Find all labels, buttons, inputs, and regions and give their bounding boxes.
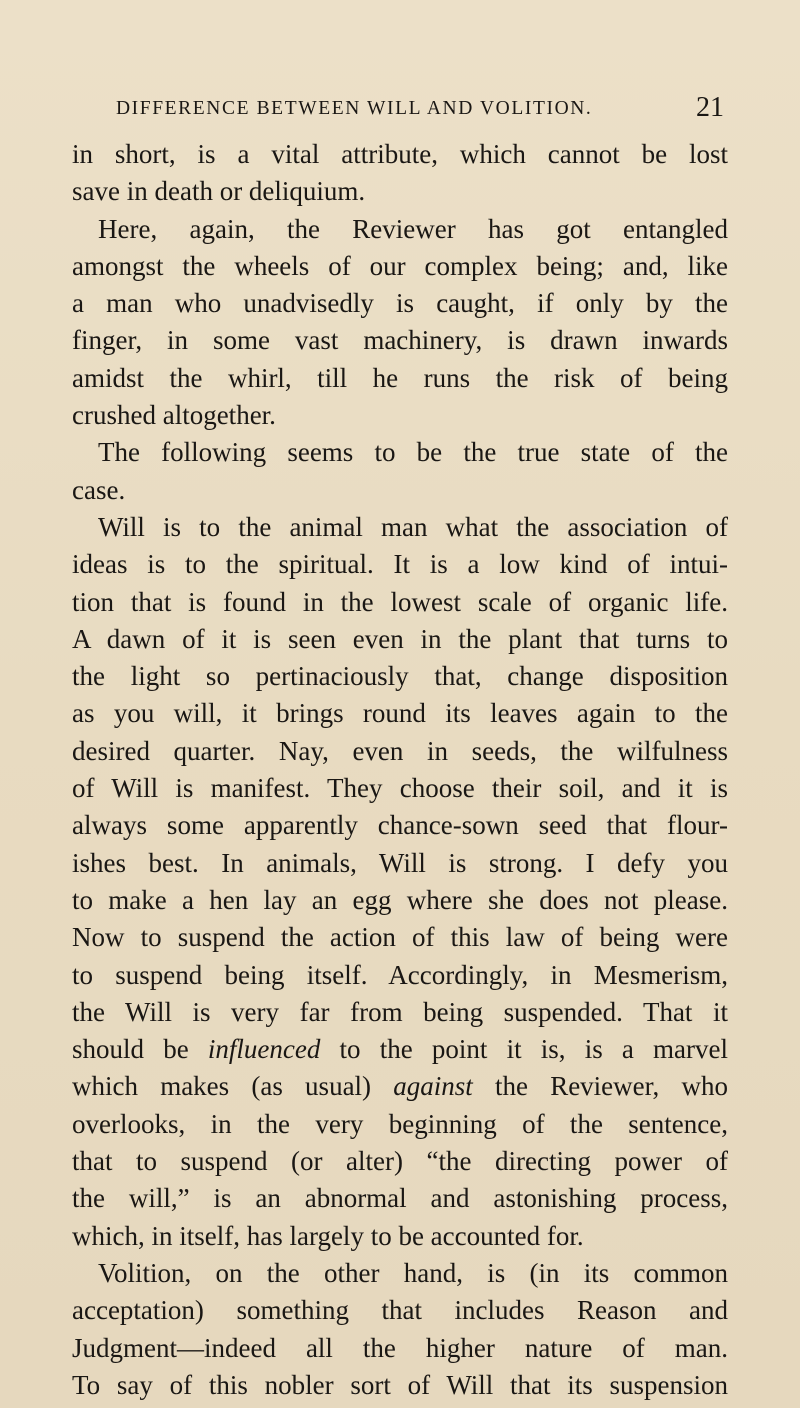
text-line: To say of this nobler sort of Will that its suspension <box>72 1369 728 1400</box>
text-line: The following seems to be the true state of the <box>98 437 728 468</box>
text-line: to make a hen lay an egg where she does not please. <box>72 884 728 915</box>
text-line: Will is to the animal man what the association of <box>98 511 728 542</box>
text-line <box>72 1031 728 1068</box>
text-line: amidst the whirl, till he runs the risk of being <box>72 362 728 393</box>
text-span: which makes (as usual) <box>72 1071 372 1102</box>
text-line: always some apparently chance-sown seed that flour- <box>72 810 728 841</box>
text-line: the Will is very far from being suspended. That it <box>72 996 728 1027</box>
emphasis-influenced: influenced <box>207 1034 321 1065</box>
text-line: Volition, on the other hand, is (in its common <box>98 1257 728 1288</box>
page-number: 21 <box>696 92 724 123</box>
running-head <box>72 92 724 128</box>
text-line: acceptation) something that includes Reason and <box>72 1295 728 1326</box>
text-line: case. <box>72 474 126 505</box>
text-line: A dawn of it is seen even in the plant that turns to <box>72 623 728 654</box>
text-line: ideas is to the spiritual. It is a low kind of intui- <box>72 549 728 580</box>
text-line: of Will is manifest. They choose their soil, and it is <box>72 773 728 804</box>
emphasis-against: against <box>393 1071 473 1102</box>
text-line: Judgment—indeed all the higher nature of man. <box>72 1332 728 1363</box>
text-line: that to suspend (or alter) “the directing power of <box>72 1146 728 1177</box>
text-line: to suspend being itself. Accordingly, in Mesmerism, <box>72 959 728 990</box>
text-line: crushed altogether. <box>72 400 276 431</box>
text-span: should be <box>72 1034 189 1065</box>
body-text <box>72 136 728 1404</box>
text-line: as you will, it brings round its leaves again to the <box>72 698 728 729</box>
text-span: to the point it is, is a marvel <box>339 1034 729 1065</box>
text-span: the Reviewer, who <box>495 1071 729 1102</box>
text-line: a man who unadvisedly is caught, if only by the <box>72 288 728 319</box>
running-head-title: DIFFERENCE BETWEEN WILL AND VOLITION. <box>116 98 593 119</box>
text-line: amongst the wheels of our complex being; and, like <box>72 250 728 281</box>
text-line: which, in itself, has largely to be accounted for. <box>72 1220 584 1251</box>
text-line: tion that is found in the lowest scale of organic life. <box>72 586 728 617</box>
text-line: the light so pertinaciously that, change disposition <box>72 661 728 692</box>
text-line: desired quarter. Nay, even in seeds, the wilfulness <box>72 735 728 766</box>
text-line: save in death or deliquium. <box>72 176 366 207</box>
text-line: overlooks, in the very beginning of the sentence, <box>72 1108 728 1139</box>
text-line: the will,” is an abnormal and astonishing process, <box>72 1183 728 1214</box>
text-line: Now to suspend the action of this law of being were <box>72 922 728 953</box>
text-line: in short, is a vital attribute, which cannot be lost <box>72 139 728 169</box>
text-line: finger, in some vast machinery, is drawn inwards <box>72 325 728 356</box>
text-line: ishes best. In animals, Will is strong. I defy you <box>72 847 728 878</box>
text-line: Here, again, the Reviewer has got entangled <box>98 213 728 244</box>
text-line <box>72 1068 728 1105</box>
